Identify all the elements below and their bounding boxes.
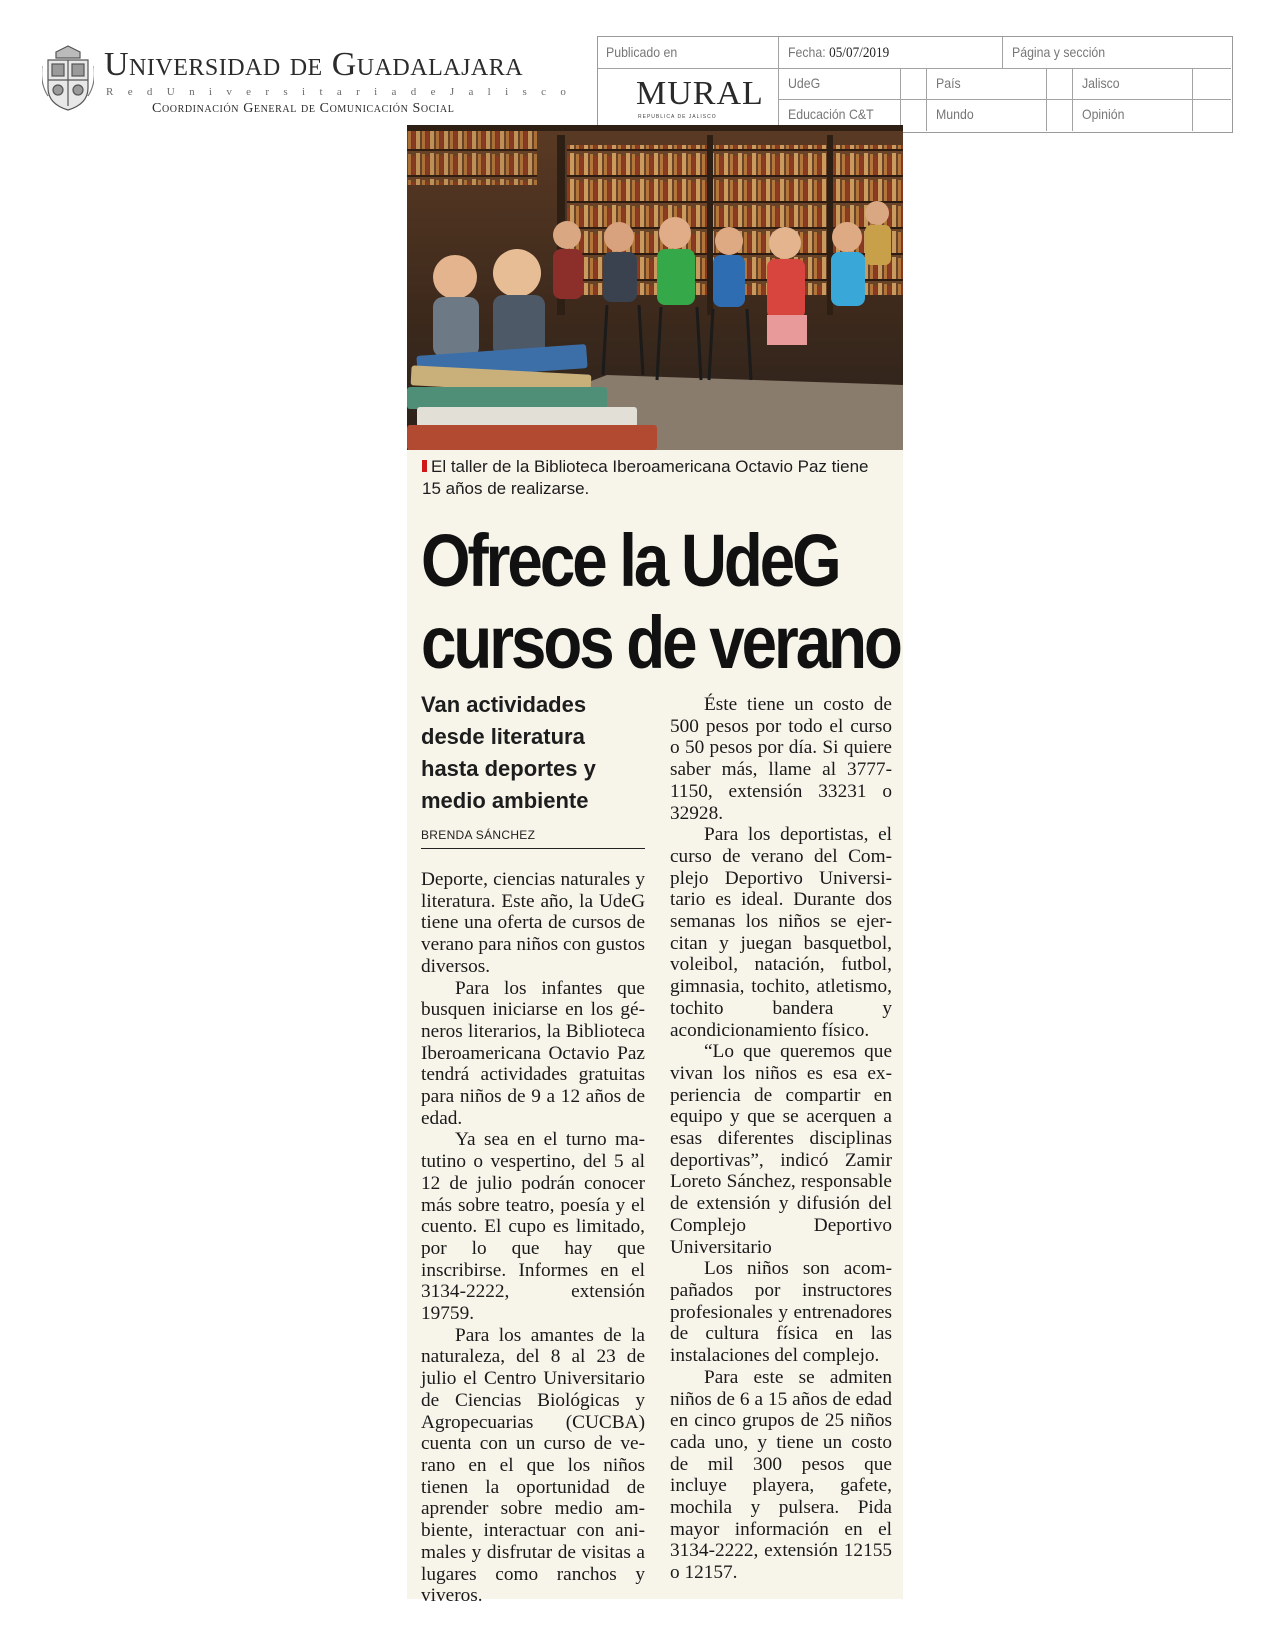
network-letter: a: [468, 86, 474, 98]
headline-line-1: Ofrece la UdeG: [421, 519, 839, 602]
date-label: Fecha:: [788, 44, 826, 60]
network-letter: l: [487, 86, 491, 98]
caption-marker-icon: [422, 460, 427, 472]
network-letter: R: [106, 86, 114, 98]
paragraph: “Lo que queremos que vivan los niños es esa experiencia de compartir en equipo y que se acerquen a esas diferentes disciplinas deportivas”, indicó Zamir Loreto Sánchez, responsable de extensión y difusión del Complejo Deportivo Universitario: [670, 1041, 892, 1258]
network-letter: v: [226, 86, 232, 98]
page-section-label: Página y sección: [1012, 44, 1106, 60]
network-letter: e: [246, 86, 252, 98]
article-subhead: Van actividades desde literatura hasta deportes y medio ambiente: [421, 692, 596, 813]
photo-caption: El taller de la Biblioteca Iberoamericana Octavio Paz tiene 15 años de realizarse.: [422, 457, 869, 498]
network-letter: r: [265, 86, 270, 98]
section-educacion: Educación C&T: [788, 106, 874, 122]
publication-table: [597, 36, 1233, 133]
paragraph: Para los deportistas, el curso de verano del Complejo Deportivo Universitario es ideal. Durante dos semanas los niños se ejercitan y juegan basquetbol, voleibol, natación, futbol, gimnasia, tochito, atletismo, tochito bandera y acondicionamiento físico.: [670, 824, 892, 1041]
article-column-1: [421, 869, 645, 1607]
network-letter: s: [283, 86, 288, 98]
network-letter: e: [127, 86, 133, 98]
article-column-2: [670, 694, 892, 1584]
paragraph: Ya sea en el turno matutino o vespertino, del 5 al 12 de julio podrán conocer más sobre teatro, poesía y el cuento. El cupo es limitado, por lo que hay que inscribirse. Informes en el 3134-2222, extensión 19759.: [421, 1129, 645, 1325]
byline-divider: [421, 848, 645, 849]
paragraph: Deporte, ciencias naturales y literatura. Este año, la UdeG tiene una oferta de cursos de verano para niños con gustos diversos.: [421, 869, 645, 977]
newspaper-logo: MURAL: [636, 75, 764, 112]
newspaper-clipping: [407, 125, 903, 1607]
paragraph: Para los amantes de la naturaleza, del 8 al 23 de julio el Centro Universitario de Ciencias Biológicas y Agropecuarias (CUCBA) cuenta con un curso de verano en el que los niños tienen la oportunidad de aprender sobre medio ambiente, interactuar con animales y disfrutar de visitas a lugares como ranchos y viveros.: [421, 1324, 645, 1607]
network-letter: e: [430, 86, 436, 98]
section-jalisco: Jalisco: [1082, 75, 1120, 91]
published-in-label: Publicado en: [606, 44, 678, 60]
date-value: 05/07/2019: [829, 45, 890, 61]
date-field: [788, 44, 889, 62]
article-headline: [421, 520, 903, 684]
section-pais: País: [936, 75, 961, 91]
network-letter: i: [208, 86, 212, 98]
paragraph: Para los infantes que busquen iniciarse en los géneros literarios, la Biblioteca Iberoamericana Octavio Paz tendrá actividades gratuitas para niños de 9 a 12 años de edad.: [421, 977, 645, 1129]
network-letter: i: [302, 86, 306, 98]
section-udeg: UdeG: [788, 75, 821, 91]
newspaper-subtitle: REPUBLICA DE JALISCO: [638, 114, 717, 120]
university-seal-icon: [42, 44, 94, 112]
library-class-photo: [407, 125, 903, 450]
network-letter: U: [166, 86, 175, 98]
paragraph: Éste tiene un costo de 500 pesos por todo el curso o 50 pesos por día. Si quiere saber más, llame al 3777-1150, extensión 33231 o 32928.: [670, 694, 892, 824]
network-letter: n: [189, 86, 195, 98]
paragraph: Los niños son acompañados por instructores profesionales y entrenadores de cultura física en las instalaciones del complejo.: [670, 1258, 892, 1367]
university-name: Universidad de Guadalajara: [104, 46, 524, 83]
network-letter: a: [391, 86, 397, 98]
network-letter: d: [410, 86, 417, 98]
network-letter: a: [336, 86, 342, 98]
network-letter: r: [356, 86, 360, 98]
network-letter: J: [449, 86, 455, 98]
network-letter: s: [522, 86, 527, 98]
section-opinion: Opinión: [1082, 106, 1125, 122]
coordination-name: Coordinación General de Comunicación Social: [152, 101, 455, 116]
network-letter: c: [541, 86, 546, 98]
headline-line-2: cursos de verano: [421, 601, 900, 684]
network-letter: d: [146, 86, 153, 98]
university-network-line: [106, 86, 566, 98]
article-byline: BRENDA SÁNCHEZ: [421, 828, 536, 842]
network-letter: t: [319, 86, 323, 98]
section-mundo: Mundo: [936, 106, 974, 122]
paragraph: Para este se admiten niños de 6 a 15 años de edad en cinco grupos de 25 niños cada uno, y tiene un costo de mil 300 pesos que incluye playera, gafete, mochila y pulsera. Pida mayor información en el 3134-2222, extensión 12155 o 12157.: [670, 1366, 892, 1584]
network-letter: i: [374, 86, 378, 98]
network-letter: o: [560, 86, 566, 98]
network-letter: i: [505, 86, 509, 98]
